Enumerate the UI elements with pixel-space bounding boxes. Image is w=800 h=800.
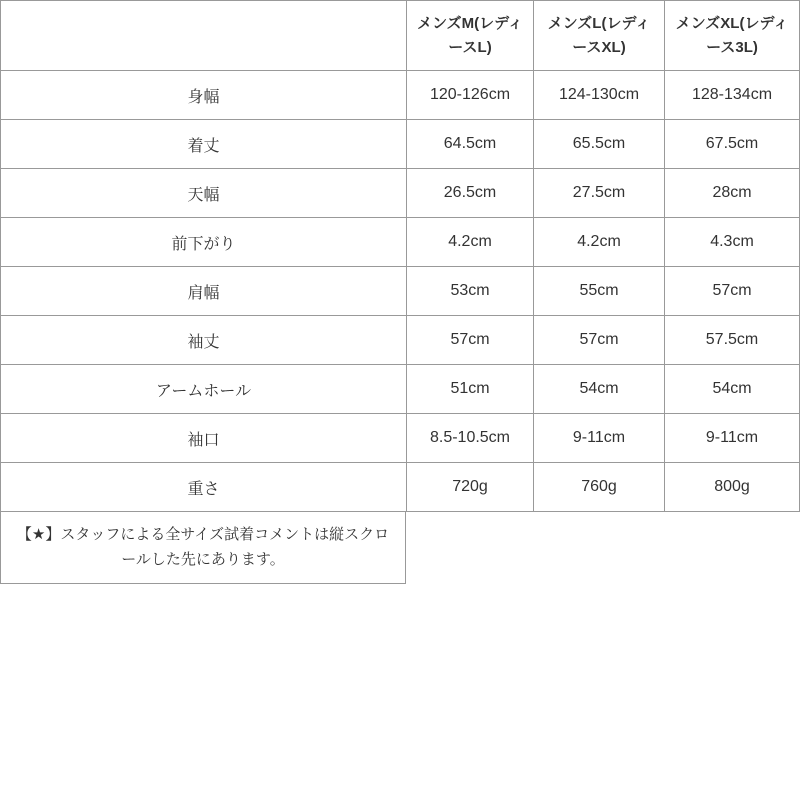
cell-value: 65.5cm [534,120,665,169]
cell-value: 800g [665,463,800,512]
column-header-mens-l: メンズL(レディースXL) [534,1,665,71]
cell-value: 4.3cm [665,218,800,267]
row-label: 身幅 [1,71,407,120]
header-row [1,1,800,71]
note-box [0,512,406,584]
cell-value: 54cm [665,365,800,414]
table-row-top-width [1,169,800,218]
column-header-mens-xl: メンズXL(レディース3L) [665,1,800,71]
table-row-armhole [1,365,800,414]
row-label: 前下がり [1,218,407,267]
cell-value: 8.5-10.5cm [407,414,534,463]
cell-value: 128-134cm [665,71,800,120]
row-label: 重さ [1,463,407,512]
cell-value: 9-11cm [665,414,800,463]
cell-value: 54cm [534,365,665,414]
table-row-front-drop [1,218,800,267]
table-row-shoulder-width [1,267,800,316]
cell-value: 57cm [407,316,534,365]
cell-value: 9-11cm [534,414,665,463]
table-row-sleeve-length [1,316,800,365]
cell-value: 4.2cm [407,218,534,267]
row-label: 肩幅 [1,267,407,316]
row-label: 袖丈 [1,316,407,365]
cell-value: 53cm [407,267,534,316]
row-label: アームホール [1,365,407,414]
cell-value: 57.5cm [665,316,800,365]
table-row-weight [1,463,800,512]
row-label: 袖口 [1,414,407,463]
cell-value: 124-130cm [534,71,665,120]
column-header-mens-m: メンズM(レディースL) [407,1,534,71]
cell-value: 57cm [534,316,665,365]
row-label: 着丈 [1,120,407,169]
cell-value: 55cm [534,267,665,316]
cell-value: 67.5cm [665,120,800,169]
cell-value: 57cm [665,267,800,316]
cell-value: 28cm [665,169,800,218]
table-row-length [1,120,800,169]
cell-value: 760g [534,463,665,512]
cell-value: 720g [407,463,534,512]
table-row-body-width [1,71,800,120]
cell-value: 120-126cm [407,71,534,120]
cell-value: 64.5cm [407,120,534,169]
table-row-cuff [1,414,800,463]
cell-value: 51cm [407,365,534,414]
cell-value: 26.5cm [407,169,534,218]
cell-value: 4.2cm [534,218,665,267]
corner-cell [1,1,407,71]
cell-value: 27.5cm [534,169,665,218]
note-text: 【★】スタッフによる全サイズ試着コメントは縦スクロールした先にあります。 [16,525,390,568]
row-label: 天幅 [1,169,407,218]
